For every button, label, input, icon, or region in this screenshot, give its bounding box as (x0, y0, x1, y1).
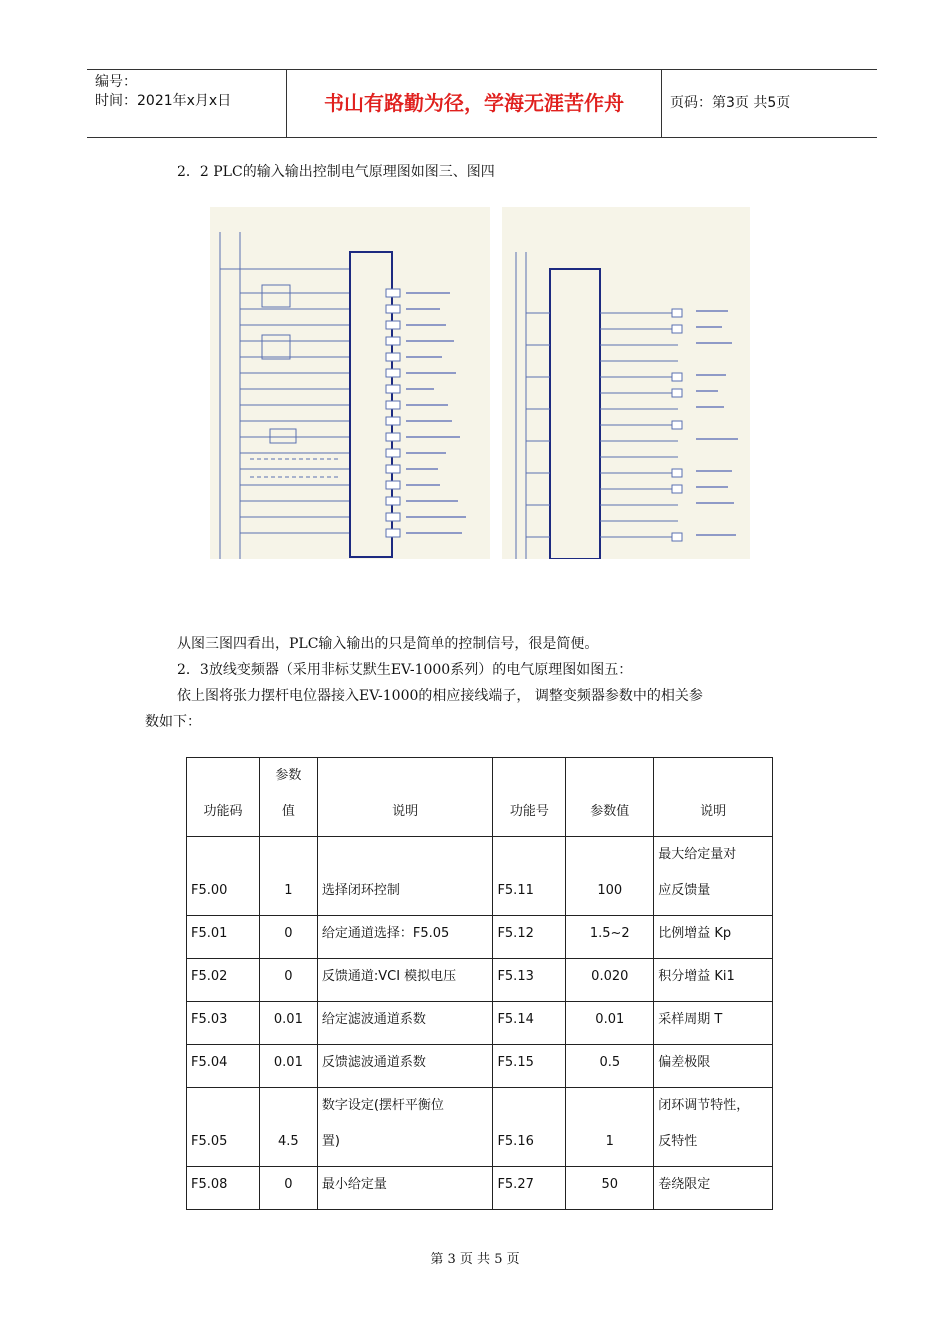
cell-desc2: 采样周期 T (654, 1002, 773, 1045)
cell-val2: 0.020 (566, 959, 654, 1002)
header-val1-line2: 值 (281, 804, 295, 819)
cell-code2: F5.27 (493, 1167, 566, 1210)
header-code2: 功能号 (493, 758, 566, 837)
table-row (187, 916, 773, 959)
cell-code2: F5.15 (493, 1045, 566, 1088)
cell-code2: F5.13 (493, 959, 566, 1002)
page-label: 页码：第3页 共5页 (670, 95, 791, 111)
cell-desc1: 反馈滤波通道系数 (317, 1045, 493, 1088)
cell-desc2: 卷绕限定 (654, 1167, 773, 1210)
cell-desc2: 积分增益 Ki1 (654, 959, 773, 1002)
cell-val1: 0 (259, 959, 317, 1002)
cell-code1: F5.03 (187, 1002, 260, 1045)
cell-code2: F5.12 (493, 916, 566, 959)
cell-val1: 0.01 (259, 1002, 317, 1045)
cell-desc2-line2: 反特性 (658, 1134, 698, 1149)
cell-code2: F5.11 (493, 837, 566, 916)
paragraph-figure-intro: 2．2 PLC的输入输出控制电气原理图如图三、图四 (177, 164, 495, 180)
cell-desc2-line1: 最大给定量对 (658, 847, 737, 862)
plc-input-diagram-svg (210, 207, 490, 559)
cell-val1: 0.01 (259, 1045, 317, 1088)
header-desc1: 说明 (317, 758, 493, 837)
header-val2: 参数值 (566, 758, 654, 837)
table-row (187, 1002, 773, 1045)
cell-code1: F5.04 (187, 1045, 260, 1088)
cell-desc1: 给定滤波通道系数 (317, 1002, 493, 1045)
cell-code1: F5.08 (187, 1167, 260, 1210)
plc-input-diagram (210, 207, 490, 559)
paragraph-params-a: 依上图将张力摆杆电位器接入EV-1000的相应接线端子， 调整变频器参数中的相关参 (177, 688, 703, 704)
cell-desc1: 给定通道选择：F5.05 (317, 916, 493, 959)
paragraph-inverter: 2．3放线变频器（采用非标艾默生EV-1000系列）的电气原理图如图五： (177, 662, 633, 678)
plc-output-diagram-svg (502, 207, 750, 559)
cell-code2: F5.16 (493, 1088, 566, 1167)
page-footer: 第 3 页 共 5 页 (430, 1252, 520, 1267)
cell-desc2-line2: 应反馈量 (658, 883, 711, 898)
table-header-row (187, 758, 773, 837)
table-row (187, 1045, 773, 1088)
page-header (87, 69, 877, 138)
cell-desc1: 最小给定量 (317, 1167, 493, 1210)
cell-desc1: 反馈通道:VCI 模拟电压 (317, 959, 493, 1002)
cell-code2: F5.14 (493, 1002, 566, 1045)
cell-desc2: 偏差极限 (654, 1045, 773, 1088)
time-label: 时间：2021年x月x日 (95, 93, 232, 109)
header-code1: 功能码 (187, 758, 260, 837)
header-desc2: 说明 (654, 758, 773, 837)
cell-val1: 4.5 (259, 1088, 317, 1167)
cell-code1: F5.01 (187, 916, 260, 959)
cell-desc1-line1: 数字设定(摆杆平衡位 (321, 1098, 444, 1113)
cell-code1: F5.00 (187, 837, 260, 916)
cell-val2: 1 (566, 1088, 654, 1167)
header-meta (87, 70, 287, 137)
cell-code1: F5.02 (187, 959, 260, 1002)
cell-val2: 0.5 (566, 1045, 654, 1088)
header-val1-line1: 参数 (275, 768, 302, 783)
paragraph-conclusion: 从图三图四看出，PLC输入输出的只是简单的控制信号，很是简便。 (177, 636, 599, 652)
number-label: 编号： (95, 74, 137, 90)
cell-desc2-line1: 闭环调节特性， (658, 1098, 750, 1113)
header-val1 (259, 758, 317, 837)
cell-desc2 (654, 837, 773, 916)
cell-val2: 50 (566, 1167, 654, 1210)
parameter-table (186, 757, 773, 1210)
cell-desc2 (654, 1088, 773, 1167)
cell-val1: 0 (259, 1167, 317, 1210)
table-row (187, 1167, 773, 1210)
cell-desc1: 选择闭环控制 (317, 837, 493, 916)
cell-val1: 1 (259, 837, 317, 916)
cell-val2: 0.01 (566, 1002, 654, 1045)
table-row (187, 1088, 773, 1167)
plc-output-diagram (502, 207, 750, 559)
cell-val2: 1.5~2 (566, 916, 654, 959)
paragraph-params-b: 数如下： (145, 714, 201, 730)
cell-val1: 0 (259, 916, 317, 959)
cell-code1: F5.05 (187, 1088, 260, 1167)
cell-desc1-line2: 置) (321, 1134, 340, 1149)
cell-val2: 100 (566, 837, 654, 916)
table-row (187, 959, 773, 1002)
cell-desc1 (317, 1088, 493, 1167)
table-row (187, 837, 773, 916)
cell-desc2: 比例增益 Kp (654, 916, 773, 959)
motto: 书山有路勤为径，学海无涯苦作舟 (287, 70, 662, 137)
